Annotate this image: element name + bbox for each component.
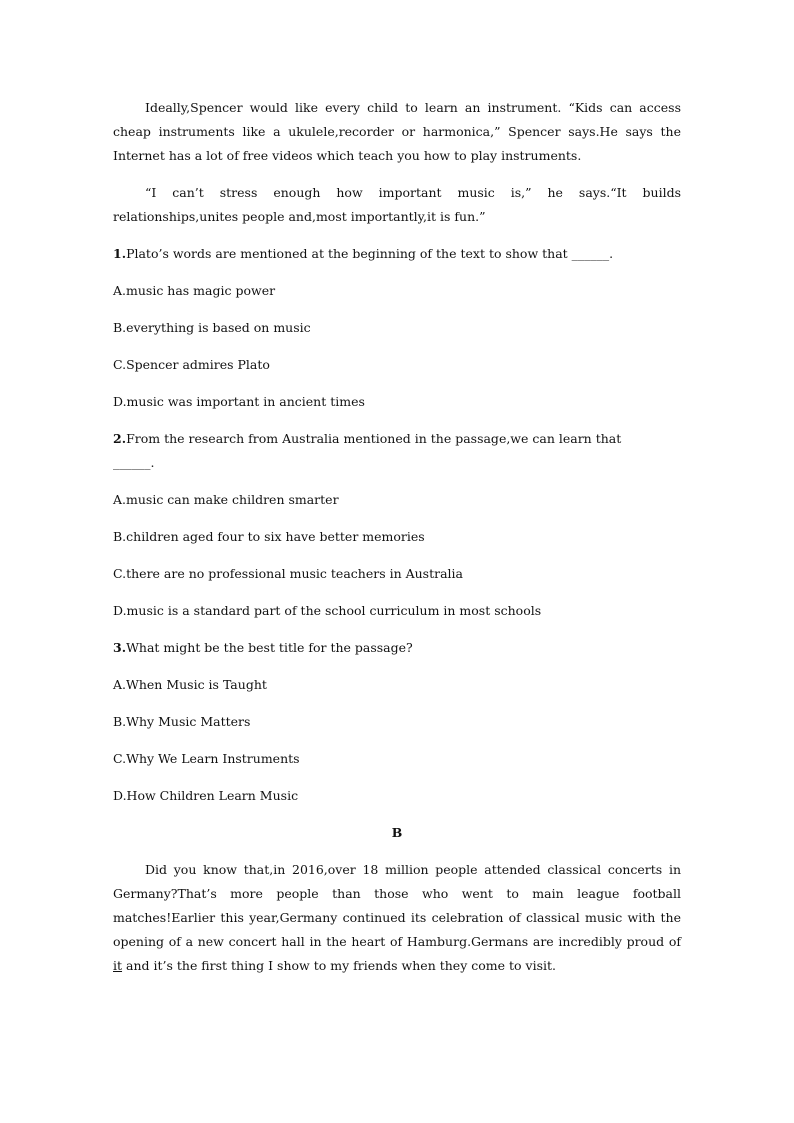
question-2-option-c: C.there are no professional music teachers in Australia <box>113 566 463 581</box>
section-b-heading: B <box>391 825 403 840</box>
question-1 <box>113 242 681 266</box>
question-text: From the research from Australia mentioned in the passage,we can learn that ______. <box>113 431 622 470</box>
passage-a-paragraph-1: Ideally,Spencer would like every child to learn an instrument. “Kids can access cheap instruments like a ukulele,recorder or harmonica,” Spencer says.He says the Internet has a lot of free videos which teach you how to play instruments. <box>113 100 681 163</box>
section-b-text-before: Did you know that,in 2016,over 18 million people attended classical concerts in Germany?That’s more people than those who went to main league football matches!Earlier this year,Germany continued its celebration of classical music with the opening of a new concert hall in the heart of Hamburg.Germans are incredibly proud of <box>113 862 681 949</box>
document-page <box>113 96 681 978</box>
passage-a-paragraph-2: “I can’t stress enough how important music is,” he says.“It builds relationships,unites people and,most importantly,it is fun.” <box>113 185 681 224</box>
question-number: 2. <box>113 431 127 446</box>
question-2-option-b: B.children aged four to six have better memories <box>113 529 425 544</box>
section-b-paragraph-1 <box>113 858 681 978</box>
question-1-option-c: C.Spencer admires Plato <box>113 357 270 372</box>
question-text: What might be the best title for the passage? <box>126 640 413 655</box>
question-2-option-a: A.music can make children smarter <box>113 492 339 507</box>
question-3-option-b: B.Why Music Matters <box>113 714 251 729</box>
question-1-option-b: B.everything is based on music <box>113 320 311 335</box>
question-3-option-d: D.How Children Learn Music <box>113 788 299 803</box>
question-2-option-d: D.music is a standard part of the school curriculum in most schools <box>113 603 542 618</box>
question-3-option-c: C.Why We Learn Instruments <box>113 751 300 766</box>
question-3-option-a: A.When Music is Taught <box>113 677 267 692</box>
question-1-option-d: D.music was important in ancient times <box>113 394 365 409</box>
question-text: Plato’s words are mentioned at the beginning of the text to show that ______. <box>126 246 614 261</box>
question-1-option-a: A.music has magic power <box>113 283 276 298</box>
underlined-word: it <box>113 958 123 973</box>
question-3 <box>113 636 681 660</box>
question-number: 1. <box>113 246 127 261</box>
section-b-text-after: and it’s the first thing I show to my friends when they come to visit. <box>122 958 556 973</box>
question-2 <box>113 427 623 475</box>
question-number: 3. <box>113 640 127 655</box>
